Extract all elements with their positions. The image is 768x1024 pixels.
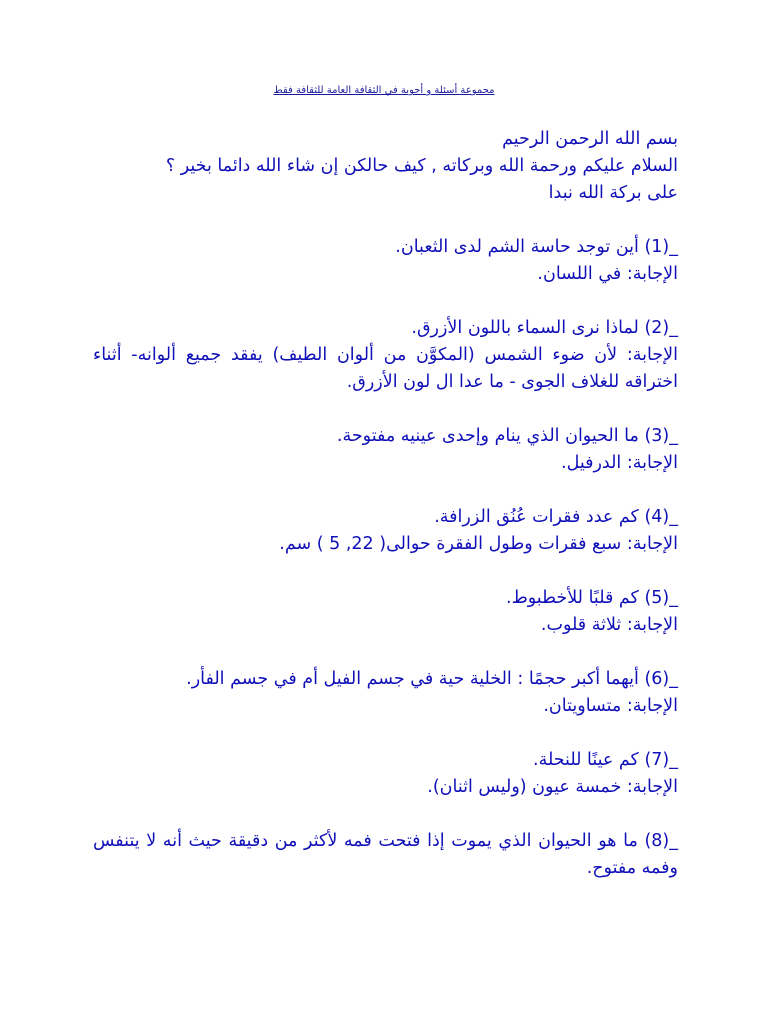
spacer	[93, 720, 678, 747]
qa-item-6	[93, 666, 678, 720]
question-7: _(7) كم عينًا للنحلة.	[533, 750, 678, 770]
answer-7: الإجابة: خمسة عيون (وليس اثنان).	[427, 777, 678, 797]
answer-6: الإجابة: متساويتان.	[543, 696, 678, 716]
spacer	[93, 558, 678, 585]
qa-item-3	[93, 423, 678, 477]
answer-2: الإجابة: لأن ضوء الشمس (المكوَّن من ألوان الطيف) يفقد جميع ألوانه- أثناء اختراقه للغلاف الجوى - ما عدا ال لون الأزرق.	[93, 345, 678, 392]
qa-item-7	[93, 747, 678, 801]
question-3: _(3) ما الحيوان الذي ينام وإحدى عينيه مفتوحة.	[336, 426, 678, 446]
qa-item-1	[93, 234, 678, 288]
greeting-line: السلام عليكم ورحمة الله وبركاته , كيف حالكن إن شاء الله دائما بخير ؟	[165, 156, 678, 176]
spacer	[93, 207, 678, 234]
spacer	[93, 396, 678, 423]
answer-5: الإجابة: ثلاثة قلوب.	[540, 615, 678, 635]
question-6: _(6) أيهما أكبر حجمًا : الخلية حية في جسم الفيل أم في جسم الفأر.	[186, 669, 678, 689]
header-title: مجموعة أسئلة و أجوبة في الثقافة العامة للثقافة فقط	[273, 85, 495, 96]
qa-item-4	[93, 504, 678, 558]
question-2: _(2) لماذا نرى السماء باللون الأزرق.	[411, 318, 678, 338]
question-4: _(4) كم عدد فقرات عُنُق الزرافة.	[434, 507, 678, 527]
answer-4: الإجابة: سبع فقرات وطول الفقرة حوالى( 22, 5 ) سم.	[279, 534, 678, 554]
document-body	[93, 126, 678, 882]
answer-1: الإجابة: في اللسان.	[537, 264, 678, 284]
start-line: على بركة الله نبدا	[548, 183, 678, 203]
spacer	[93, 639, 678, 666]
qa-item-5	[93, 585, 678, 639]
basmala-line: بسم الله الرحمن الرحيم	[502, 129, 678, 149]
qa-item-2	[93, 315, 678, 396]
answer-3: الإجابة: الدرفيل.	[561, 453, 678, 473]
question-5: _(5) كم قلبًا للأخطبوط.	[506, 588, 678, 608]
spacer	[93, 801, 678, 828]
question-1: _(1) أين توجد حاسة الشم لدى الثعبان.	[395, 237, 678, 257]
page-header	[0, 84, 768, 98]
spacer	[93, 288, 678, 315]
spacer	[93, 477, 678, 504]
qa-item-8	[93, 828, 678, 882]
question-8: _(8) ما هو الحيوان الذي يموت إذا فتحت فمه لأكثر من دقيقة حيث أنه لا يتنفس وفمه مفتوح.	[93, 831, 678, 878]
